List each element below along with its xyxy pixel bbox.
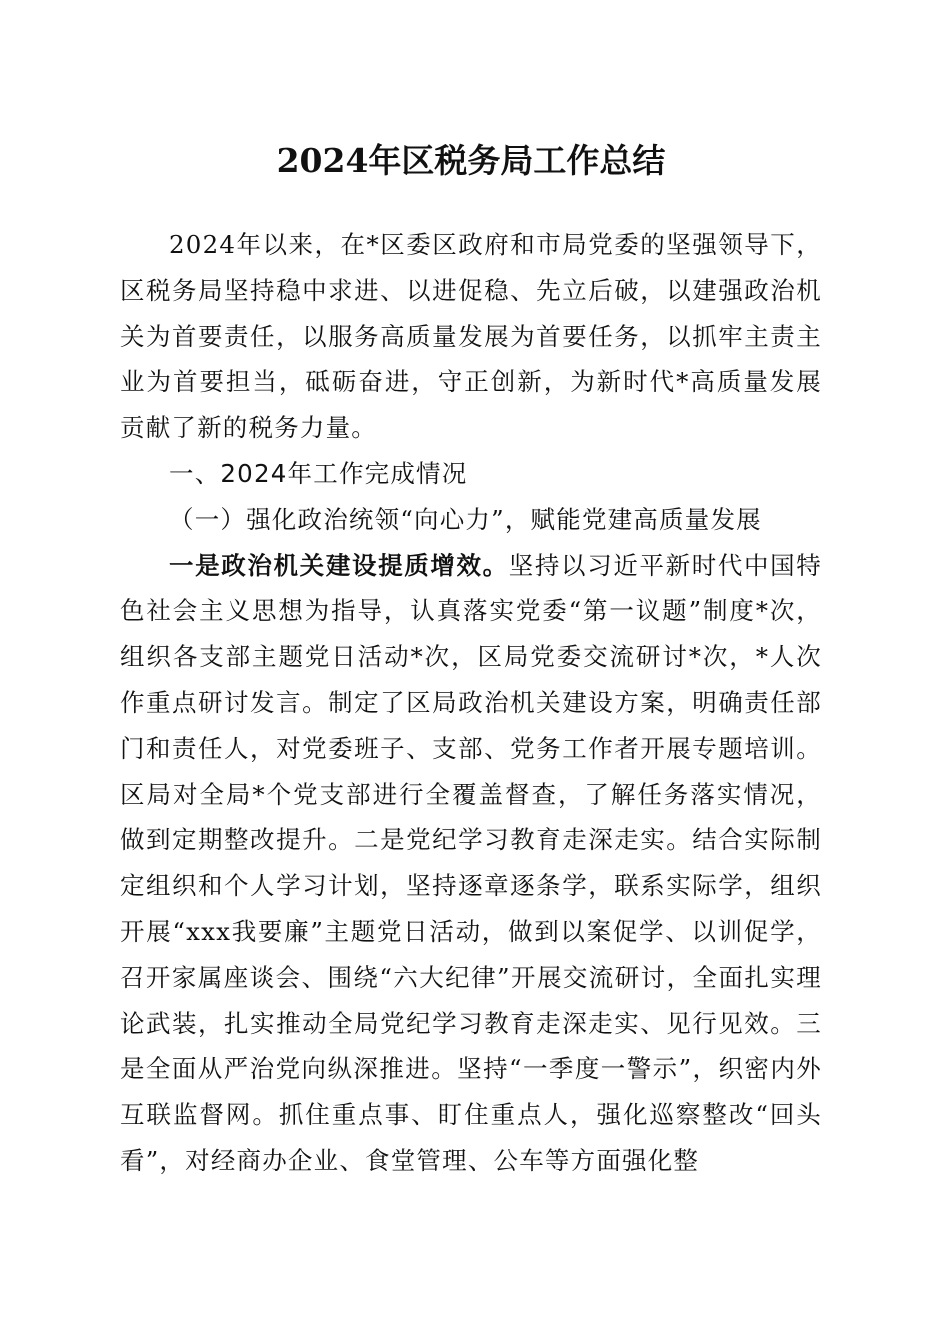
document-body (120, 222, 822, 1184)
subsection-1-body: 坚持以习近平新时代中国特色社会主义思想为指导，认真落实党委“第一议题”制度*次，组织各支部主题党日活动*次，区局党委交流研讨*次，*人次作重点研讨发言。制定了区局政治机关建设方案，明确责任部门和责任人，对党委班子、支部、党务工作者开展专题培训。区局对全局*个党支部进行全覆盖督查，了解任务落实情况，做到定期整改提升。二是党纪学习教育走深走实。结合实际制定组织和个人学习计划，坚持逐章逐条学，联系实际学，组织开展“xxx我要廉”主题党日活动，做到以案促学、以训促学，召开家属座谈会、围绕“六大纪律”开展交流研讨，全面扎实理论武装，扎实推动全局党纪学习教育走深走实、见行见效。三是全面从严治党向纵深推进。坚持“一季度一警示”，织密内外互联监督网。抓住重点事、盯住重点人，强化巡察整改“回头看”，对经商办企业、食堂管理、公车等方面强化整 (120, 550, 822, 1175)
intro-paragraph: 2024年以来，在*区委区政府和市局党委的坚强领导下，区税务局坚持稳中求进、以进促稳、先立后破，以建强政治机关为首要责任，以服务高质量发展为首要任务，以抓牢主责主业为首要担当，砥砺奋进，守正创新，为新时代*高质量发展贡献了新的税务力量。 (120, 230, 822, 443)
subsection-1-lead: 一是政治机关建设提质增效。 (169, 550, 509, 580)
subsection-heading-1: （一）强化政治统领“向心力”，赋能党建高质量发展 (169, 504, 762, 534)
subsection-1-paragraph (120, 543, 822, 1184)
document-title: 2024年区税务局工作总结 (276, 141, 666, 180)
section-heading-1: 一、2024年工作完成情况 (169, 458, 468, 488)
